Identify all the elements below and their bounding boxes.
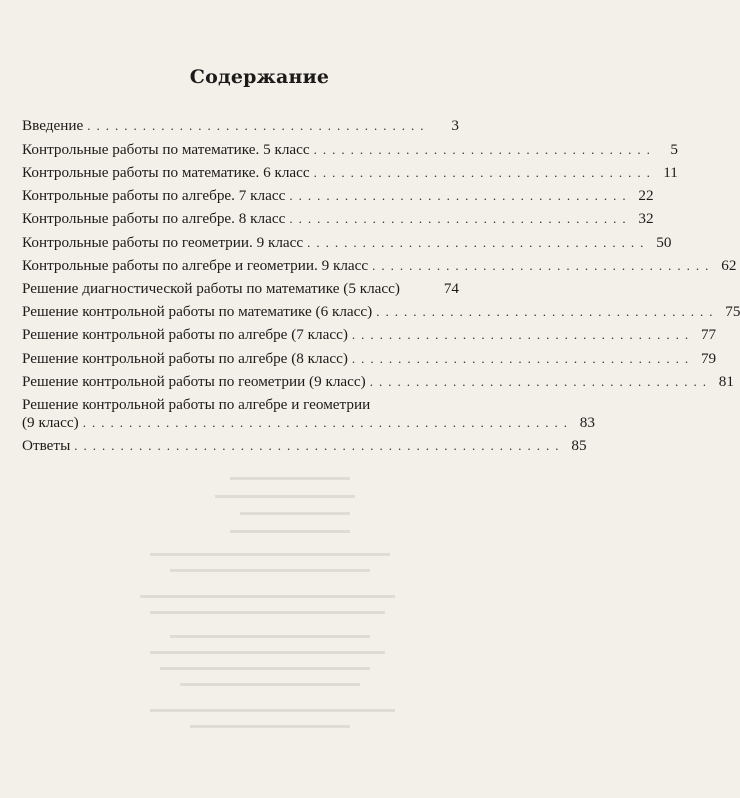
toc-entry-page: 5 — [670, 141, 678, 158]
toc-entry — [22, 326, 717, 344]
toc-entry-page: 83 — [579, 414, 595, 431]
toc-entry-label: Ответы — [22, 437, 71, 454]
toc-entry-label: Контрольные работы по математике. 6 класс — [22, 164, 310, 181]
toc-entry-page: 85 — [571, 437, 587, 454]
toc-entry — [22, 414, 595, 432]
bleed-through-area — [0, 455, 519, 755]
toc-entry — [22, 234, 672, 252]
leader-dots: ..................................... — [376, 304, 719, 319]
toc-entry — [22, 303, 740, 321]
bleed-through-texture — [0, 455, 519, 755]
toc-entry — [22, 350, 717, 368]
toc-entry — [22, 373, 734, 391]
toc-entry-page: 75 — [725, 303, 740, 320]
toc-entry — [22, 141, 678, 159]
toc-entry-label: Контрольные работы по алгебре. 8 класс — [22, 210, 286, 227]
toc-entry-page: 79 — [700, 350, 717, 367]
toc-entry-label: Контрольные работы по алгебре и геометрии. 9 класс — [22, 257, 369, 274]
toc-entry-label: Контрольные работы по геометрии. 9 класс — [22, 234, 304, 251]
toc-entry-label: Решение контрольной работы по геометрии (9 класс) — [22, 373, 366, 390]
toc-entry-page: 50 — [656, 234, 672, 251]
toc-entry-label-continued: (9 класс) — [22, 414, 79, 431]
toc-entry-label: Контрольные работы по математике. 5 класс — [22, 141, 310, 158]
leader-dots: ..................................... — [307, 235, 650, 250]
leader-dots: ..................................................... — [82, 415, 573, 430]
toc-entry-label: Решение контрольной работы по алгебре (8 класс) — [22, 350, 348, 367]
leader-dots: ..................................... — [372, 258, 715, 273]
toc-entry-page: 62 — [721, 257, 737, 274]
toc-entry-page: 74 — [443, 280, 459, 297]
toc-entry — [22, 280, 459, 298]
leader-dots: ..................................... — [289, 211, 632, 226]
page-title: Содержание — [189, 66, 330, 88]
leader-dots: ..................................... — [351, 351, 695, 366]
leader-dots: ..................................................... — [74, 438, 565, 453]
toc-entry — [22, 164, 678, 182]
toc-entry-label: Решение контрольной работы по алгебре (7 класс) — [22, 326, 348, 343]
toc-entry-page: 77 — [700, 326, 717, 343]
toc-entry-page: 3 — [451, 117, 459, 134]
toc-entry-page: 11 — [663, 164, 678, 181]
toc-entry-page: 22 — [638, 187, 654, 204]
toc-entry-page: 32 — [638, 210, 654, 227]
toc-entry-label: Решение контрольной работы по алгебре и геометрии — [22, 396, 371, 413]
leader-dots: ..................................... — [313, 165, 656, 180]
leader-dots: ..................................... — [289, 188, 632, 203]
toc-entry — [22, 187, 654, 205]
toc-entry-line1 — [22, 396, 459, 414]
leader-dots: ..................................... — [369, 374, 712, 389]
toc-entry-label: Введение — [22, 117, 84, 134]
toc-entry-page: 81 — [718, 373, 734, 390]
toc-entry — [22, 437, 587, 455]
toc-entry-label: Решение контрольной работы по математике (6 класс) — [22, 303, 373, 320]
toc-entry-label: Контрольные работы по алгебре. 7 класс — [22, 187, 286, 204]
toc-entry — [22, 117, 459, 135]
leader-dots: ..................................... — [313, 142, 656, 157]
toc-entry — [22, 257, 737, 275]
leader-dots: ..................................... — [351, 327, 695, 342]
toc-entry-label: Решение диагностической работы по математике (5 класс) — [22, 280, 400, 297]
toc-entry — [22, 210, 654, 228]
leader-dots: ..................................... — [87, 118, 430, 133]
